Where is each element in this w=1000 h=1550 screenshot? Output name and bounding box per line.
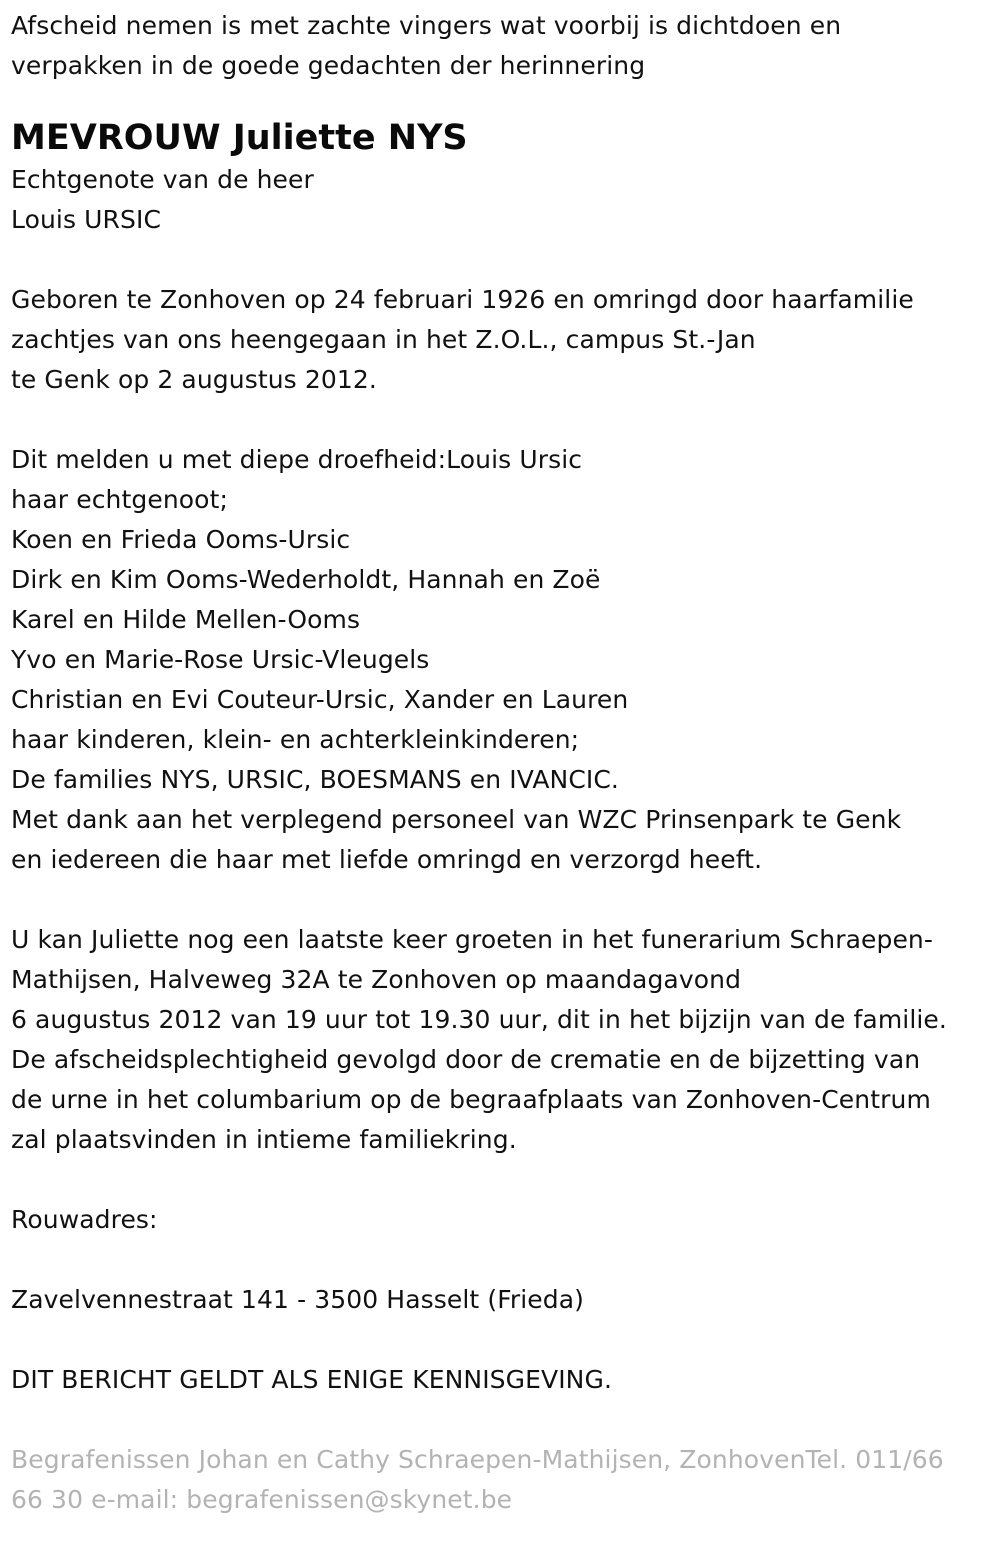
- visitation-block: [11, 920, 996, 1160]
- visitation-line: de urne in het columbarium op de begraafplaats van Zonhoven-Centrum: [11, 1085, 931, 1114]
- footer-line: Begrafenissen Johan en Cathy Schraepen-Mathijsen, ZonhovenTel. 011/66: [11, 1445, 944, 1474]
- birth-death-block: [11, 280, 996, 400]
- notice-text: DIT BERICHT GELDT ALS ENIGE KENNISGEVING.: [11, 1365, 612, 1394]
- address-label: Rouwadres:: [11, 1205, 158, 1234]
- spacer: [11, 1240, 996, 1280]
- visitation-line: zal plaatsvinden in intieme familiekring.: [11, 1125, 517, 1154]
- motto-line: Afscheid nemen is met zachte vingers wat voorbij is dichtdoen en: [11, 11, 842, 40]
- family-line: en iedereen die haar met liefde omringd en verzorgd heeft.: [11, 845, 763, 874]
- spacer: [11, 1160, 996, 1200]
- family-line: Christian en Evi Couteur-Ursic, Xander en Lauren: [11, 685, 629, 714]
- footer-line: 66 30 e-mail: begrafenissen@skynet.be: [11, 1485, 513, 1514]
- visitation-line: 6 augustus 2012 van 19 uur tot 19.30 uur, dit in het bijzijn van de familie.: [11, 1005, 947, 1034]
- family-line: Koen en Frieda Ooms-Ursic: [11, 525, 351, 554]
- family-line: Yvo en Marie-Rose Ursic-Vleugels: [11, 645, 430, 674]
- spouse-line: Echtgenote van de heer: [11, 165, 314, 194]
- spacer: [11, 1400, 996, 1440]
- motto: [11, 6, 996, 86]
- family-line: Dirk en Kim Ooms-Wederholdt, Hannah en Zoë: [11, 565, 601, 594]
- mourning-address: Zavelvennestraat 141 - 3500 Hasselt (Frieda): [11, 1285, 585, 1314]
- spouse-block: [11, 160, 996, 240]
- family-block: [11, 440, 996, 880]
- family-line: haar echtgenoot;: [11, 485, 228, 514]
- spacer: [11, 1320, 996, 1360]
- obituary-page: [11, 6, 996, 1520]
- visitation-line: De afscheidsplechtigheid gevolgd door de crematie en de bijzetting van: [11, 1045, 921, 1074]
- motto-line: verpakken in de goede gedachten der herinnering: [11, 51, 646, 80]
- birth-line: Geboren te Zonhoven op 24 februari 1926 en omringd door haarfamilie: [11, 285, 914, 314]
- family-line: Met dank aan het verplegend personeel van WZC Prinsenpark te Genk: [11, 805, 902, 834]
- family-line: haar kinderen, klein- en achterkleinkinderen;: [11, 725, 580, 754]
- birth-line: te Genk op 2 augustus 2012.: [11, 365, 377, 394]
- spouse-line: Louis URSIC: [11, 205, 162, 234]
- family-line: Dit melden u met diepe droefheid:Louis Ursic: [11, 445, 583, 474]
- spacer: [11, 240, 996, 280]
- spacer: [11, 880, 996, 920]
- funeral-home-footer: [11, 1440, 996, 1520]
- family-line: De families NYS, URSIC, BOESMANS en IVANCIC.: [11, 765, 619, 794]
- deceased-name-title: MEVROUW Juliette NYS: [11, 118, 468, 158]
- visitation-line: Mathijsen, Halveweg 32A te Zonhoven op maandagavond: [11, 965, 742, 994]
- visitation-line: U kan Juliette nog een laatste keer groeten in het funerarium Schraepen-: [11, 925, 933, 954]
- birth-line: zachtjes van ons heengegaan in het Z.O.L., campus St.-Jan: [11, 325, 756, 354]
- spacer: [11, 400, 996, 440]
- family-line: Karel en Hilde Mellen-Ooms: [11, 605, 361, 634]
